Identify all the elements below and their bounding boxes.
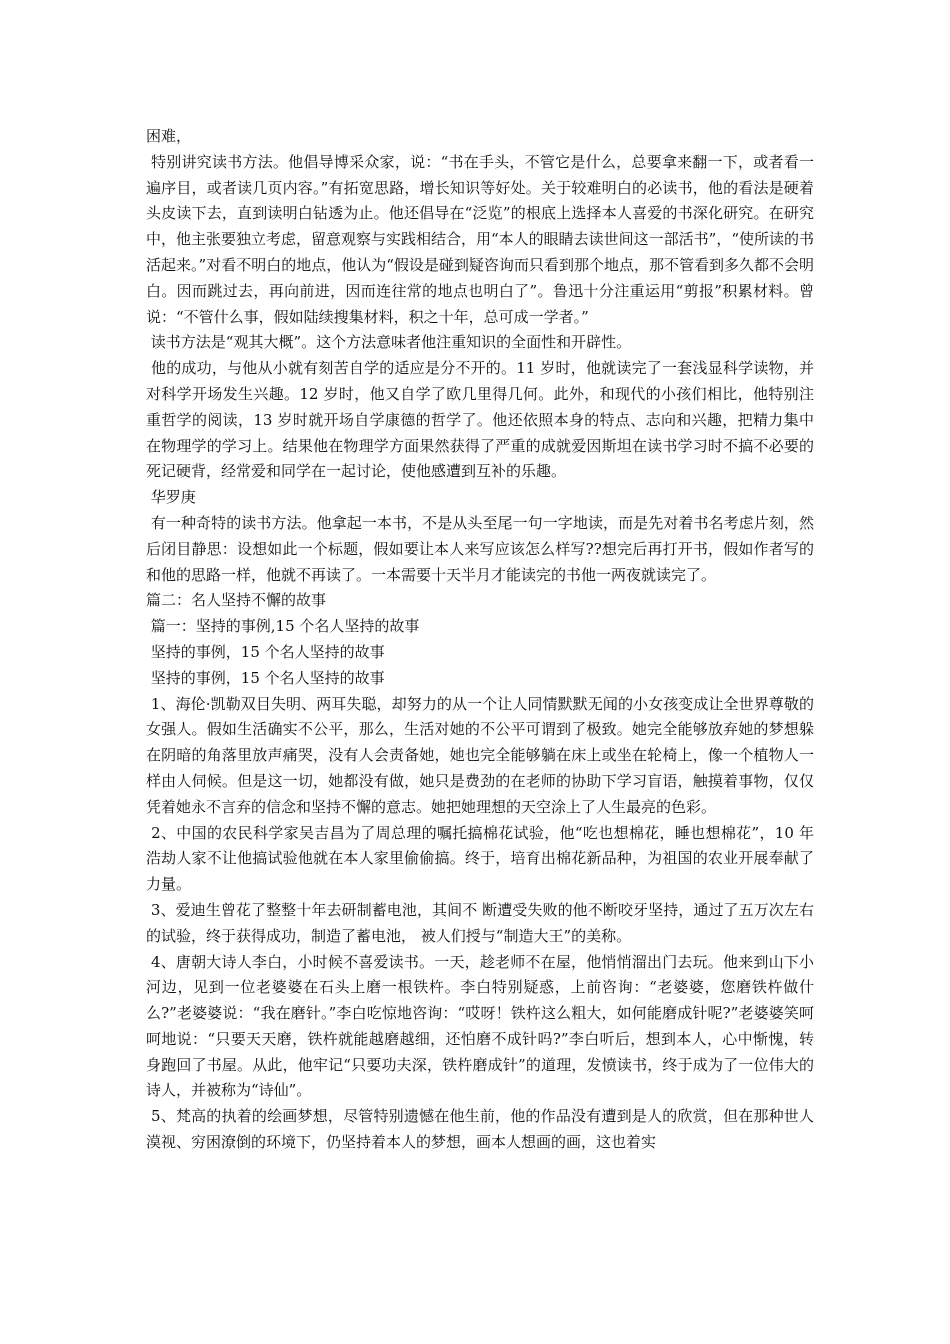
paragraph-overview-method: 读书方法是“观其大概”。这个方法意味者他注重知识的全面性和开辟性。 <box>146 333 632 352</box>
paragraph-reading-difficulty: 困难， <box>146 127 192 145</box>
paragraph-hualuogeng-method: 有一种奇特的读书方法。他拿起一本书，不是从头至尾一句一字地读，而是先对着书名考虑片刻，然后闭目静思：设想如此一个标题，假如要让本人来写应该怎么样写??想完后再打开书，假如作者写的和他的思路一样，他就不再读了。一本需要十天半月才能读完的书他一两夜就读完了。 <box>146 513 814 584</box>
paragraph-story-van-gogh: 5、梵高的执着的绘画梦想，尽管特别遗憾在他生前，他的作品没有遭到是人的欣赏，但在那种世人漠视、穷困潦倒的环境下，仍坚持着本人的梦想，画本人想画的画，这也着实 <box>146 1107 814 1152</box>
paragraph-story-wu-jichang: 2、中国的农民科学家吴吉昌为了周总理的嘱托搞棉花试验，他“吃也想棉花，睡也想棉花”，10 年浩劫人家不让他搞试验他就在本人家里偷偷搞。终于，培育出棉花新品种，为祖国的农业开展奉献了力量。 <box>146 823 814 894</box>
paragraph-story-li-bai: 4、唐朝大诗人李白，小时候不喜爱读书。一天，趁老师不在屋，他悄悄溜出门去玩。他来到山下小河边，见到一位老婆婆在石头上磨一根铁杵。李白特别疑惑，上前咨询：“老婆婆，您磨铁杵做什么?”老婆婆说：“我在磨针。”李白吃惊地咨询：“哎呀！铁杵这么粗大，如何能磨成针呢?”老婆婆笑呵呵地说：“只要天天磨，铁杵就能越磨越细，还怕磨不成针吗?”李白听后，想到本人，心中惭愧，转身跑回了书屋。从此，他牢记“只要功夫深，铁杵磨成针”的道理，发愤读书，终于成为了一位伟大的诗人，并被称为“诗仙”。 <box>146 952 814 1100</box>
paragraph-einstein-self-study: 他的成功，与他从小就有刻苦自学的适应是分不开的。11 岁时，他就读完了一套浅显科学读物，并对科学开场发生兴趣。12 岁时，他又自学了欧几里得几何。此外，和现代的小孩们相比，他特别注重哲学的阅读，13 岁时就开场自学康德的哲学了。他还依照本身的特点、志向和兴趣，把精力集中在物理学的学习上。结果他在物理学方面果然获得了严重的成就爱因斯坦在读书学习时不搞不必要的死记硬背，经常爱和同学在一起讨论，使他感遭到互补的乐趣。 <box>146 359 814 481</box>
paragraph-story-edison: 3、爱迪生曾花了整整十年去研制蓄电池，其间不 断遭受失败的他不断咬牙坚持，通过了五万次左右的试验，终于获得成功，制造了蓄电池， 被人们授与“制造大王”的美称。 <box>146 900 814 945</box>
section-heading-part-two: 篇二：名人坚持不懈的故事 <box>146 591 327 610</box>
paragraph-story-helen-keller: 1、海伦·凯勒双目失明、两耳失聪，却努力的从一个让人同情默默无闻的小女孩变成让全世界尊敬的女强人。假如生活确实不公平，那么，生活对她的不公平可谓到了极致。她完全能够放弃她的梦想躲在阴暗的角落里放声痛哭，没有人会责备她，她也完全能够躺在床上或坐在轮椅上，像一个植物人一样由人伺候。但是这一切，她都没有做，她只是费劲的在老师的协助下学习盲语，触摸着事物，仅仅凭着她永不言弃的信念和坚持不懈的意志。她把她理想的天空涂上了人生最亮的色彩。 <box>146 694 814 816</box>
section-subtitle-1: 坚持的事例，15 个名人坚持的故事 <box>146 642 385 661</box>
section-subheading-part-one: 篇一：坚持的事例,15 个名人坚持的故事 <box>146 617 420 636</box>
paragraph-hualuogeng-heading: 华罗庚 <box>146 488 196 507</box>
paragraph-luxun-reading-method: 特别讲究读书方法。他倡导博采众家，说：“书在手头，不管它是什么，总要拿来翻一下，或者看一遍序目，或者读几页内容。”有拓宽思路，增长知识等好处。关于较难明白的必读书，他的看法是硬着头皮读下去，直到读明白钻透为止。他还倡导在“泛览”的根底上选择本人喜爱的书深化研究。在研究中，他主张要独立考虑，留意观察与实践相结合，用“本人的眼睛去读世间这一部活书”，“使所读的书活起来。”对看不明白的地点，他认为“假设是碰到疑咨询而只看到那个地点，那不管看到多久都不会明白。因而跳过去，再向前进，因而连往常的地点也明白了”。鲁迅十分注重运用“剪报”积累材料。曾说：“不管什么事，假如陆续搜集材料，积之十年，总可成一学者。” <box>146 152 815 326</box>
document-body <box>146 124 814 1156</box>
section-subtitle-2: 坚持的事例，15 个名人坚持的故事 <box>146 668 385 687</box>
